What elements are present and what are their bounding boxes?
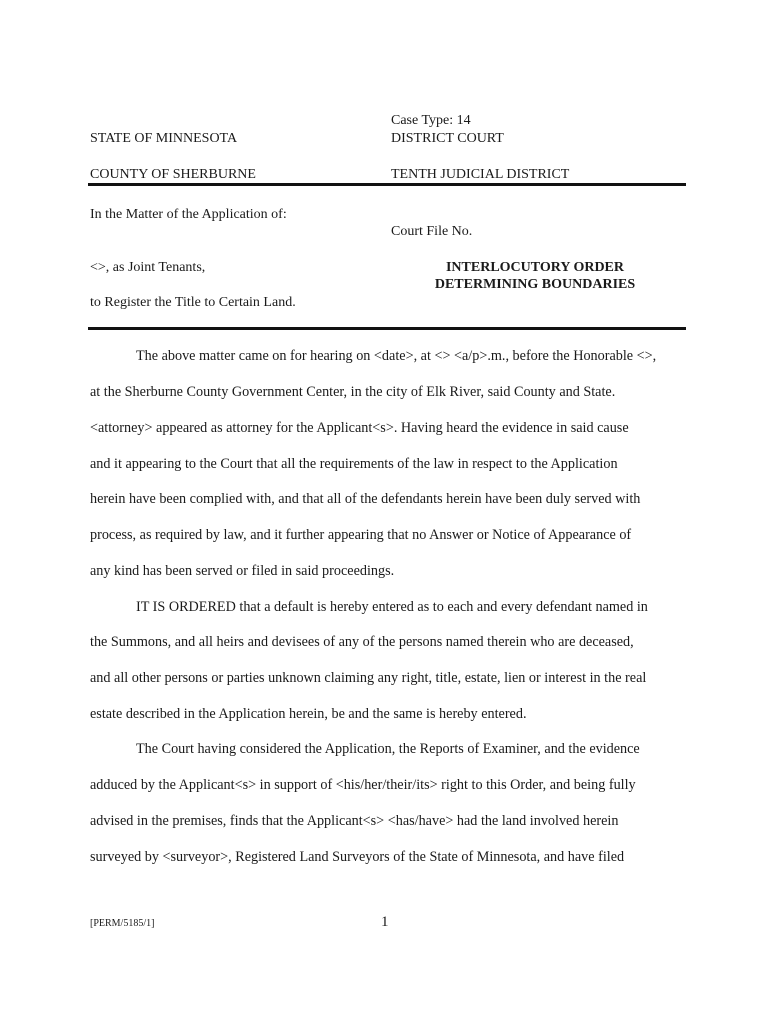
order-title-line-1: INTERLOCUTORY ORDER xyxy=(445,260,625,275)
court-label: DISTRICT COURT xyxy=(391,131,504,146)
page-number: 1 xyxy=(381,914,389,930)
state-label: STATE OF MINNESOTA xyxy=(90,131,238,146)
body-line: adduced by the Applicant<s> in support of <his/her/their/its> right to this Order, and being fully xyxy=(90,777,636,793)
case-type: Case Type: 14 xyxy=(391,113,471,128)
caption-bottom-rule xyxy=(88,327,686,330)
body-line: <attorney> appeared as attorney for the Applicant<s>. Having heard the evidence in said cause xyxy=(90,420,629,436)
order-title-line-2: DETERMINING BOUNDARIES xyxy=(434,277,636,292)
body-line: and all other persons or parties unknown claiming any right, title, estate, lien or interest in the real xyxy=(90,670,647,686)
county-label: COUNTY OF SHERBURNE xyxy=(90,167,256,182)
body-line: any kind has been served or filed in said proceedings. xyxy=(90,563,395,579)
body-line: the Summons, and all heirs and devisees of any of the persons named therein who are deceased, xyxy=(90,634,634,650)
body-line: process, as required by law, and it further appearing that no Answer or Notice of Appearance of xyxy=(90,527,632,543)
caption-top-rule xyxy=(88,183,686,186)
body-line: estate described in the Application herein, be and the same is hereby entered. xyxy=(90,706,527,722)
document-id: [PERM/5185/1] xyxy=(90,918,155,929)
body-line: surveyed by <surveyor>, Registered Land Surveyors of the State of Minnesota, and have filed xyxy=(90,849,625,865)
body-line: The above matter came on for hearing on <date>, at <> <a/p>.m., before the Honorable <>, xyxy=(136,348,657,364)
purpose-label: to Register the Title to Certain Land. xyxy=(90,295,296,310)
body-line: herein have been complied with, and that all of the defendants herein have been duly served with xyxy=(90,491,641,507)
body-line: and it appearing to the Court that all the requirements of the law in respect to the Application xyxy=(90,456,618,472)
body-line: The Court having considered the Application, the Reports of Examiner, and the evidence xyxy=(136,741,640,757)
body-line: at the Sherburne County Government Center, in the city of Elk River, said County and State. xyxy=(90,384,616,400)
applicants-label: <>, as Joint Tenants, xyxy=(90,260,206,275)
matter-label: In the Matter of the Application of: xyxy=(90,207,287,222)
body-line: IT IS ORDERED that a default is hereby entered as to each and every defendant named in xyxy=(136,599,648,615)
body-line: advised in the premises, finds that the Applicant<s> <has/have> had the land involved herein xyxy=(90,813,619,829)
district-label: TENTH JUDICIAL DISTRICT xyxy=(391,167,570,182)
court-file-label: Court File No. xyxy=(391,224,473,239)
